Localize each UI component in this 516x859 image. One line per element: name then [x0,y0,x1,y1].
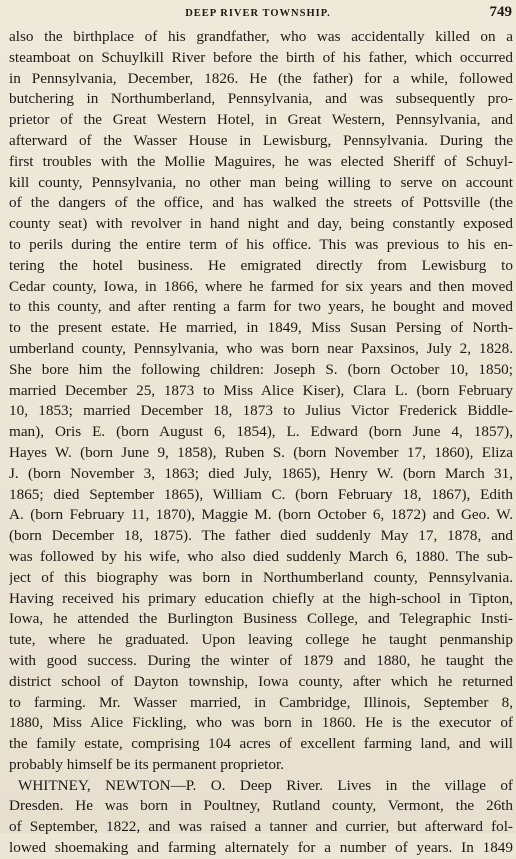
text-line: Having received his primary education chiefly at the high-school in Tipton, [9,589,513,607]
page-header [0,4,516,24]
text-line: kill county, Pennsylvania, no other man being willing to serve on account [9,173,513,191]
text-line: Hayes W. (born June 9, 1858), Ruben S. (born November 17, 1860), Eliza [9,443,513,461]
text-line: afterward of the Wasser House in Lewisburg, Pennsylvania. During the [9,131,513,149]
text-line: to the present estate. He married, in 1849, Miss Susan Persing of North- [9,319,513,337]
text-line: Cedar county, Iowa, in 1866, where he farmed for six years and then moved [9,277,513,295]
text-line: was followed by his wife, who also died suddenly March 6, 1880. The sub- [9,547,513,565]
text-line: of September, 1822, and was raised a tanner and currier, but afterward fol- [9,818,513,836]
text-line: She bore him the following children: Joseph S. (born October 10, 1850; [9,360,513,378]
text-line: district school of Dayton township, Iowa county, after which he returned [9,672,513,690]
text-line: in Pennsylvania, December, 1826. He (the father) for a while, followed [9,69,513,87]
text-line: 10, 1853; married December 18, 1873 to Julius Victor Frederick Biddle- [9,402,513,420]
text-line: butchering in Northumberland, Pennsylvania, and was subsequently pro- [9,90,513,108]
text-line: also the birthplace of his grandfather, who was accidentally killed on a [9,28,513,45]
text-line: of the dangers of the office, and has walked the streets of Pottsville (the [9,194,513,212]
text-line: with good success. During the winter of 1879 and 1880, he taught the [9,651,513,669]
text-line: probably himself be its permanent proprietor. [9,755,284,773]
page-number: 749 [489,4,512,20]
text-line: to farming. Mr. Wasser married, in Cambridge, Illinois, September 8, [9,693,513,711]
text-line: umberland county, Pennsylvania, who was born near Paxsinos, July 2, 1828. [9,339,513,357]
text-line: ject of this biography was born in Northumberland county, Pennsylvania. [9,568,513,586]
text-line: tering the hotel business. He emigrated directly from Lewisburg to [9,256,513,274]
text-line: married December 25, 1873 to Miss Alice Kiser), Clara L. (born February [9,381,513,399]
text-line: Dresden. He was born in Poultney, Rutland county, Vermont, the 26th [9,797,513,815]
text-line: first troubles with the Mollie Maguires, he was elected Sheriff of Schuyl- [9,152,513,170]
text-line: to perils during the entire term of his office. This was previous to his en- [9,235,513,253]
text-line: WHITNEY, NEWTON—P. O. Deep River. Lives in the village of [18,776,513,794]
text-line: county seat) with revolver in hand night and day, being constantly exposed [9,215,513,233]
text-line: (born December 18, 1875). The father died suddenly May 17, 1878, and [9,527,513,545]
text-line: the family estate, comprising 104 acres of excellent farming land, and will [9,735,513,753]
text-line: to this county, and after renting a farm for two years, he bought and moved [9,298,513,316]
text-line: tute, where he graduated. Upon leaving college he taught penmanship [9,631,513,649]
text-line: Iowa, he attended the Burlington Business College, and Telegraphic Insti- [9,610,513,628]
text-line: A. (born February 11, 1870), Maggie M. (born October 6, 1872) and Geo. W. [9,506,513,524]
running-head: DEEP RIVER TOWNSHIP. [185,8,331,19]
text-line: 1880, Miss Alice Fickling, who was born in 1860. He is the executor of [9,714,513,732]
text-line: prietor of the Great Western Hotel, in Great Western, Pennsylvania, and [9,111,513,129]
body-text [9,27,513,859]
text-line: steamboat on Schuylkill River before the birth of his father, which occurred [9,48,513,66]
text-line: 1865; died September 1865), William C. (born February 18, 1867), Edith [9,485,513,503]
text-line: man), Oris E. (born August 6, 1854), L. Edward (born June 4, 1857), [9,423,513,441]
text-line: lowed shoemaking and farming alternately for a number of years. In 1849 [9,839,513,857]
text-line: J. (born November 3, 1863; died July, 1865), Henry W. (born March 31, [9,464,513,482]
